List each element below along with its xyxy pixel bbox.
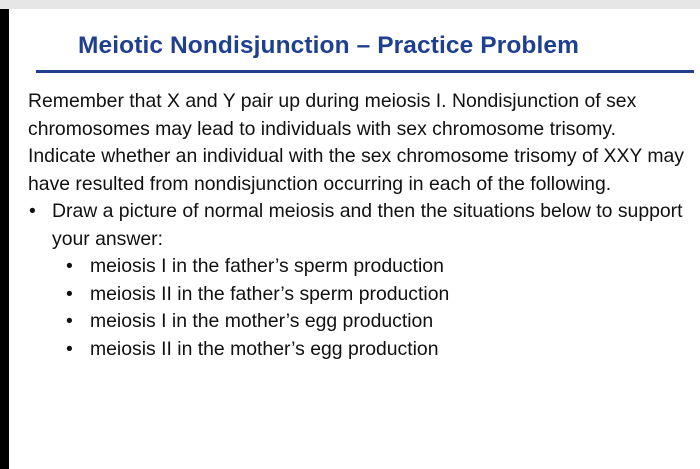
sub-bullet-text: meiosis I in the mother’s egg production (90, 310, 434, 332)
top-border (0, 0, 700, 9)
sub-bullet-text: meiosis II in the father’s sperm production (90, 282, 450, 305)
sub-bullet-text: meiosis I in the father’s sperm production (90, 255, 444, 277)
slide-body (28, 88, 688, 363)
list-item (52, 281, 688, 309)
bullet-list (28, 198, 688, 363)
bullet-icon: • (66, 255, 73, 277)
title-underline (36, 70, 694, 73)
sub-bullet-text: meiosis II in the mother’s egg production (90, 337, 439, 360)
list-item (52, 308, 688, 336)
list-item (52, 253, 688, 281)
bullet-text: Draw a picture of normal meiosis and then the situations below to support your answer: (52, 200, 683, 250)
bullet-icon: • (66, 337, 73, 360)
problem-paragraph: Remember that X and Y pair up during meiosis I. Nondisjunction of sex chromosomes may lead to individuals with sex chromosome trisomy. Indicate whether an individual with the sex chromosome trisomy of XXY may have resulted from nondisjunction occurring in each of the following. (28, 90, 684, 195)
list-item (52, 336, 688, 364)
left-border-bar (0, 9, 9, 469)
list-item (28, 198, 688, 363)
bullet-icon: • (29, 200, 36, 222)
bullet-icon: • (66, 282, 73, 305)
slide-title: Meiotic Nondisjunction – Practice Problem (78, 32, 580, 59)
sub-bullet-list (52, 253, 688, 363)
bullet-icon: • (66, 310, 73, 332)
